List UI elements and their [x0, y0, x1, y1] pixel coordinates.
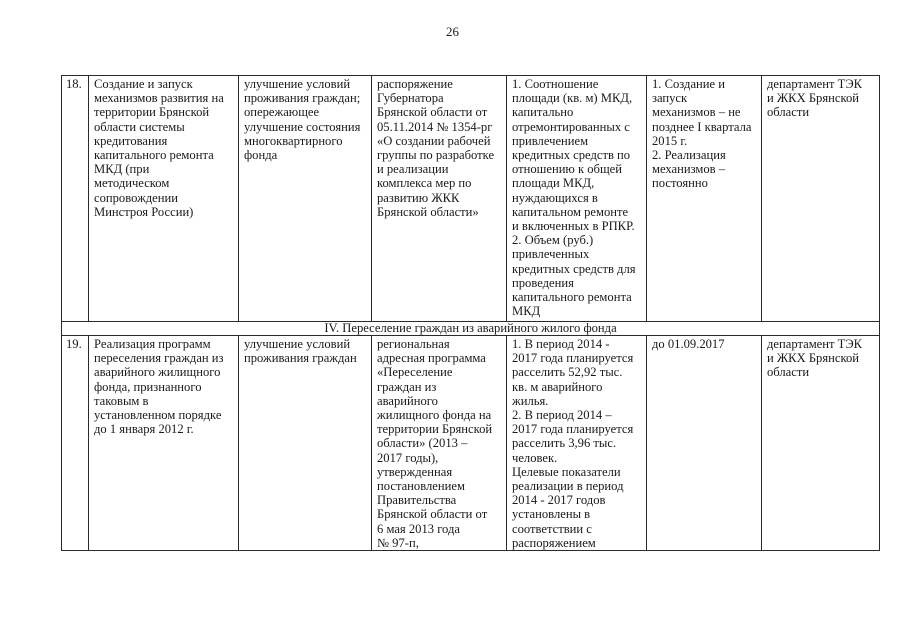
document-cell: региональная адресная программа «Переселение граждан из аварийного жилищного фонда на территории Брянской области» (2013 – 2017 годы), утвержденная постановлением Правительства Брянской области от 6 мая 2013 года № 97-п,	[372, 336, 507, 551]
section-heading: IV. Переселение граждан из аварийного жилого фонда	[62, 322, 880, 336]
row-number: 18.	[62, 76, 89, 322]
result-cell: улучшение условий проживания граждан	[239, 336, 372, 551]
measure-cell: Реализация программ переселения граждан из аварийного жилищного фонда, признанного таковым в установленном порядке до 1 января 2012 г.	[89, 336, 239, 551]
section-row	[62, 322, 880, 336]
result-cell: улучшение условий проживания граждан; опережающее улучшение состояния многоквартирного фонда	[239, 76, 372, 322]
table-row	[62, 76, 880, 322]
page-number: 26	[446, 24, 459, 39]
table-row	[62, 336, 880, 551]
document-cell: распоряжение Губернатора Брянской области от 05.11.2014 № 1354-рг «О создании рабочей группы по разработке и реализации комплекса мер по развитию ЖКК Брянской области»	[372, 76, 507, 322]
deadline-cell: до 01.09.2017	[647, 336, 762, 551]
responsible-cell: департамент ТЭК и ЖКХ Брянской области	[762, 76, 880, 322]
indicators-cell: 1. В период 2014 - 2017 года планируется расселить 52,92 тыс. кв. м аварийного жилья. 2. В период 2014 – 2017 года планируется расселить 3,96 тыс. человек. Целевые показатели реализации в период 2014 - 2017 годов установлены в соответствии с распоряжением	[507, 336, 647, 551]
measure-cell: Создание и запуск механизмов развития на территории Брянской области системы кредитования капитального ремонта МКД (при методическом сопровождении Минстроя России)	[89, 76, 239, 322]
measures-table	[61, 75, 880, 551]
indicators-cell: 1. Соотношение площади (кв. м) МКД, капитально отремонтированных с привлечением кредитных средств по отношению к общей площади МКД, нуждающихся в капитальном ремонте и включенных в РПКР. 2. Объем (руб.) привлеченных кредитных средств для проведения капитального ремонта МКД	[507, 76, 647, 322]
row-number: 19.	[62, 336, 89, 551]
responsible-cell: департамент ТЭК и ЖКХ Брянской области	[762, 336, 880, 551]
deadline-cell: 1. Создание и запуск механизмов – не позднее I квартала 2015 г. 2. Реализация механизмов – постоянно	[647, 76, 762, 322]
